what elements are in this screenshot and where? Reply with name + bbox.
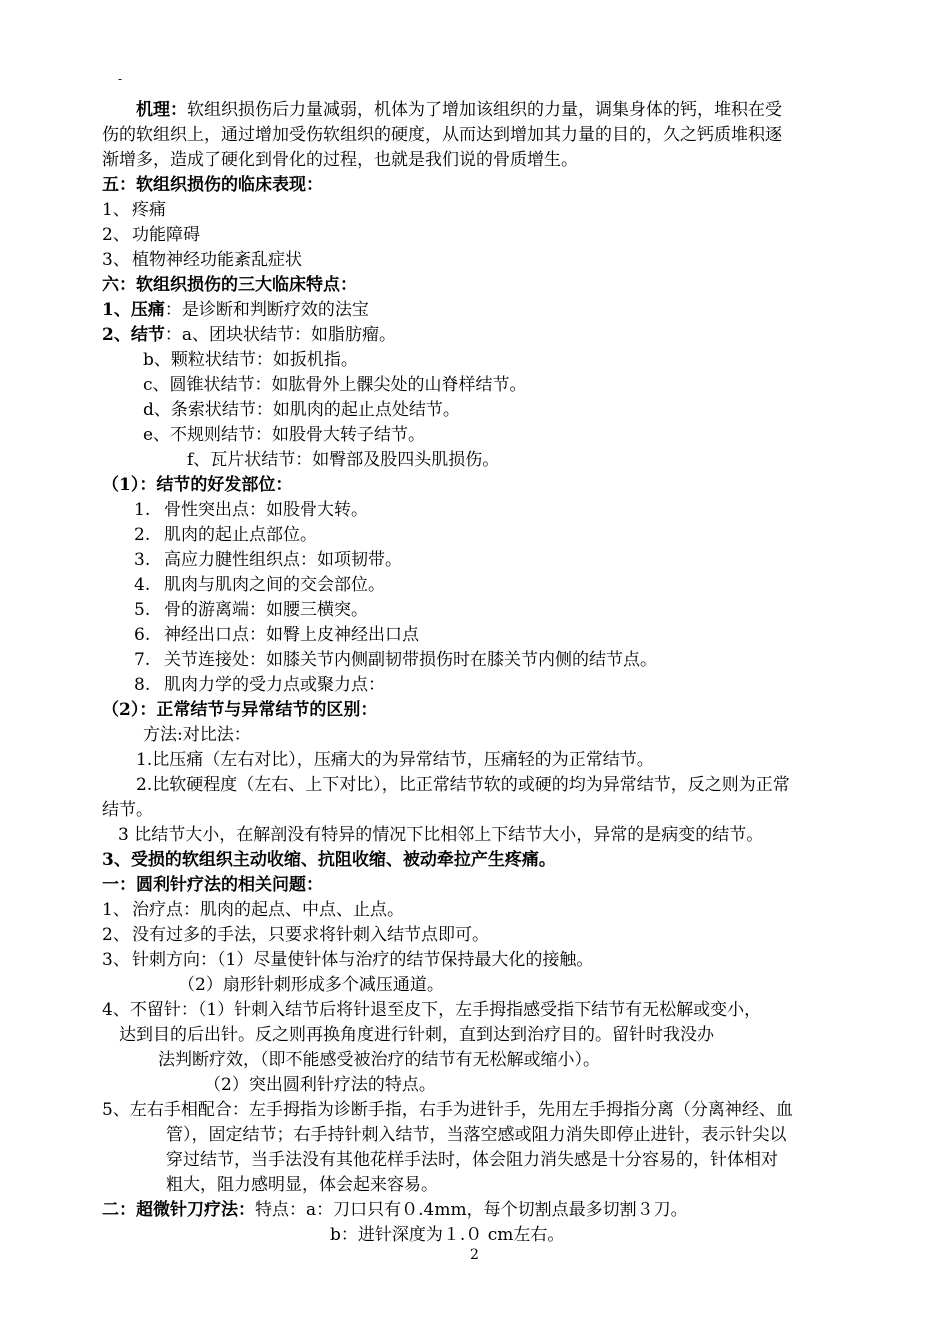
item4-line-1: 4、不留针：（1）针刺入结节后将针退至皮下，左手拇指感受指下结节有无松解或变小， [102,1000,762,1020]
tenderness-text: ：是诊断和判断疗效的法宝 [164,300,369,320]
item-text: 治疗点：肌肉的起点、中点、止点。 [132,900,404,920]
nodule-type: d、条索状结节：如肌肉的起止点处结节。 [143,400,460,420]
mechanism-line-1 [136,98,782,122]
item-text: 关节连接处：如膝关节内侧副韧带损伤时在膝关节内侧的结节点。 [164,650,657,670]
site-item [134,548,402,572]
nodule-type: c、圆锥状结节：如肱骨外上髁尖处的山脊样结节。 [143,375,527,395]
section-two-heading: 二：超微针刀疗法： [102,1200,255,1220]
site-item [134,623,419,647]
item-number: 5. [134,600,151,620]
item4-line-2: 达到目的后出针。反之则再换角度进行针刺，直到达到治疗目的。留针时我没办 [119,1025,714,1045]
item-text: 肌肉的起止点部位。 [164,525,317,545]
site-item [134,673,385,697]
item-number: 3、 [102,950,130,970]
site-item [134,573,385,597]
section-one-item [102,923,489,947]
nodule-line [102,323,396,347]
mechanism-label: 机理： [136,100,187,120]
item-text: 高应力腱性组织点：如项韧带。 [164,550,402,570]
compare-line-3: 3 比结节大小，在解剖没有特异的情况下比相邻上下结节大小，异常的是病变的结节。 [118,825,764,845]
tenderness-label: 1、压痛 [102,300,165,320]
site-item [134,523,317,547]
item-text: 功能障碍 [132,225,200,245]
sub2-heading: （2）：正常结节与异常结节的区别： [102,700,378,720]
site-item [134,598,368,622]
sub1-heading: （1）：结节的好发部位： [102,475,293,495]
item-number: 3. [134,550,151,570]
item-number: 1. [134,500,151,520]
item4-line-4: （2）突出圆利针疗法的特点。 [204,1075,436,1095]
item-text: 针刺方向：（1）尽量使针体与治疗的结节保持最大化的接触。 [132,950,594,970]
item-number: 6. [134,625,151,645]
item-number: 1、 [102,900,130,920]
tenderness-line [102,298,369,322]
section5-heading: 五：软组织损伤的临床表现： [102,175,323,195]
page-marker: - [118,72,123,86]
item-number: 3、 [102,250,130,270]
method-line: 方法:对比法： [143,725,251,745]
item-text: 疼痛 [132,200,166,220]
item-text: 肌肉力学的受力点或聚力点： [164,675,385,695]
item-text: 骨的游离端：如腰三横突。 [164,600,368,620]
item3-continuation: （2）扇形针刺形成多个减压通道。 [178,975,444,995]
section6-heading: 六：软组织损伤的三大临床特点： [102,275,357,295]
section-one-item [102,898,404,922]
item5-line-2: 管），固定结节；右手持针刺入结节，当落空感或阻力消失即停止进针，表示针尖以 [166,1125,787,1145]
mechanism-text: 软组织损伤后力量减弱，机体为了增加该组织的力量，调集身体的钙，堆积在受 [187,100,782,120]
item-number: 7. [134,650,151,670]
item4-line-3: 法判断疗效，（即不能感受被治疗的结节有无松解或缩小）。 [158,1050,600,1070]
section5-item [102,248,302,272]
nodule-label: 2、结节 [102,325,165,345]
item-text: 神经出口点：如臀上皮神经出口点 [164,625,419,645]
item5-line-1: 5、左右手相配合：左手拇指为诊断手指，右手为进针手，先用左手拇指分离（分离神经、血 [102,1100,793,1120]
item5-line-3: 穿过结节，当手法没有其他花样手法时，体会阻力消失感是十分容易的，针体相对 [166,1150,778,1170]
section5-item [102,223,200,247]
item-number: 8. [134,675,151,695]
nodule-type: e、不规则结节：如股骨大转子结节。 [143,425,426,445]
item-number: 2. [134,525,151,545]
item-number: 2、 [102,925,130,945]
item-number: 4. [134,575,151,595]
compare-line-1: 1.比压痛（左右对比），压痛大的为异常结节，压痛轻的为正常结节。 [136,750,654,770]
nodule-type: b、颗粒状结节：如扳机指。 [143,350,358,370]
item5-line-4: 粗大，阻力感明显，体会起来容易。 [166,1175,438,1195]
item-text: 肌肉与肌肉之间的交会部位。 [164,575,385,595]
mechanism-line-3: 渐增多，造成了硬化到骨化的过程，也就是我们说的骨质增生。 [102,150,578,170]
section-two-text: 特点：a：刀口只有０.4mm，每个切割点最多切割３刀。 [255,1200,688,1220]
item-text: 骨性突出点：如股骨大转。 [164,500,368,520]
page-number: 2 [470,1247,479,1263]
nodule-text: ：a、团块状结节：如脂肪瘤。 [164,325,396,345]
item-text: 植物神经功能紊乱症状 [132,250,302,270]
section-one-item [102,948,593,972]
section-one-heading: 一：圆利针疗法的相关问题： [102,875,323,895]
item-number: 1、 [102,200,130,220]
compare-line-2: 2.比软硬程度（左右、上下对比），比正常结节软的或硬的均为异常结节，反之则为正常 [136,775,790,795]
section5-item [102,198,166,222]
item-number: 2、 [102,225,130,245]
section-two-line-2: b：进针深度为１.０ cm左右。 [330,1225,565,1245]
pain-heading: 3、受损的软组织主动收缩、抗阻收缩、被动牵拉产生疼痛。 [102,850,556,870]
section-two-line-1 [102,1198,688,1222]
item-text: 没有过多的手法，只要求将针刺入结节点即可。 [132,925,489,945]
compare-line-2-cont: 结节。 [102,800,153,820]
site-item [134,648,657,672]
nodule-type: f、瓦片状结节：如臀部及股四头肌损伤。 [187,450,500,470]
mechanism-line-2: 伤的软组织上，通过增加受伤软组织的硬度，从而达到增加其力量的目的，久之钙质堆积逐 [102,125,782,145]
site-item [134,498,368,522]
